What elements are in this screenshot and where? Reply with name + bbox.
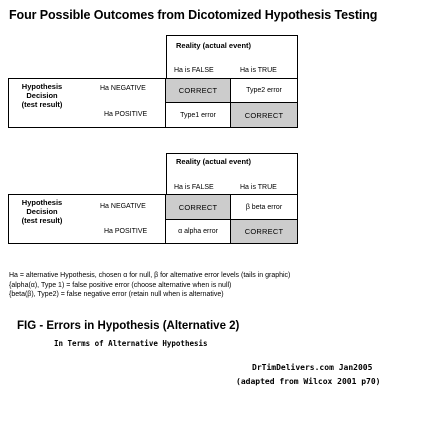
- reality-label: Reality (actual event): [176, 157, 252, 166]
- credit-line-2: (adapted from Wilcox 2001 p70): [236, 377, 381, 386]
- decision-label-line-1: Hypothesis: [21, 82, 63, 91]
- cell-correct-positive: CORRECT: [230, 219, 298, 244]
- cell-alpha-error: α alpha error: [165, 219, 231, 244]
- row-header-positive: Ha POSITIVE: [104, 111, 148, 118]
- cell-correct-negative: CORRECT: [165, 78, 231, 103]
- reality-label: Reality (actual event): [176, 41, 252, 50]
- cell-type2-error: Type2 error: [230, 78, 298, 103]
- row-header-negative: Ha NEGATIVE: [100, 85, 146, 92]
- figure-title: FIG - Errors in Hypothesis (Alternative 2): [17, 320, 240, 332]
- note-line-2: {alpha(α), Type 1) = false positive error (choose alternative when is null): [9, 281, 232, 289]
- credit-line-1: DrTimDelivers.com Jan2005: [252, 363, 373, 372]
- decision-label: [14, 82, 70, 109]
- note-line-1: Ha = alternative Hypothesis, chosen α for null, β for alternative error levels (tails in graphic): [9, 272, 291, 279]
- cell-beta-error: β beta error: [230, 194, 298, 220]
- decision-label: [14, 198, 70, 225]
- figure-subtitle: In Terms of Alternative Hypothesis: [54, 339, 208, 348]
- definition-notes: [9, 271, 290, 300]
- col-header-ha-false: Ha is FALSE: [174, 67, 214, 74]
- col-header-ha-true: Ha is TRUE: [240, 67, 277, 74]
- note-line-3: {beta(β), Type2) = false negative error (retain null when is alternative): [9, 291, 224, 298]
- decision-label-line-1: Hypothesis: [21, 198, 63, 207]
- decision-label-line-2: Decision: [26, 91, 58, 100]
- cell-correct-negative: CORRECT: [165, 194, 231, 220]
- decision-label-line-3: (test result): [21, 100, 63, 109]
- col-header-ha-false: Ha is FALSE: [174, 184, 214, 191]
- row-header-positive: Ha POSITIVE: [104, 228, 148, 235]
- cell-correct-positive: CORRECT: [230, 102, 298, 128]
- page-title: Four Possible Outcomes from Dicotomized Hypothesis Testing: [9, 8, 378, 22]
- decision-label-line-2: Decision: [26, 207, 58, 216]
- decision-label-line-3: (test result): [21, 216, 63, 225]
- cell-type1-error: Type1 error: [165, 102, 231, 128]
- row-header-negative: Ha NEGATIVE: [100, 203, 146, 210]
- col-header-ha-true: Ha is TRUE: [240, 184, 277, 191]
